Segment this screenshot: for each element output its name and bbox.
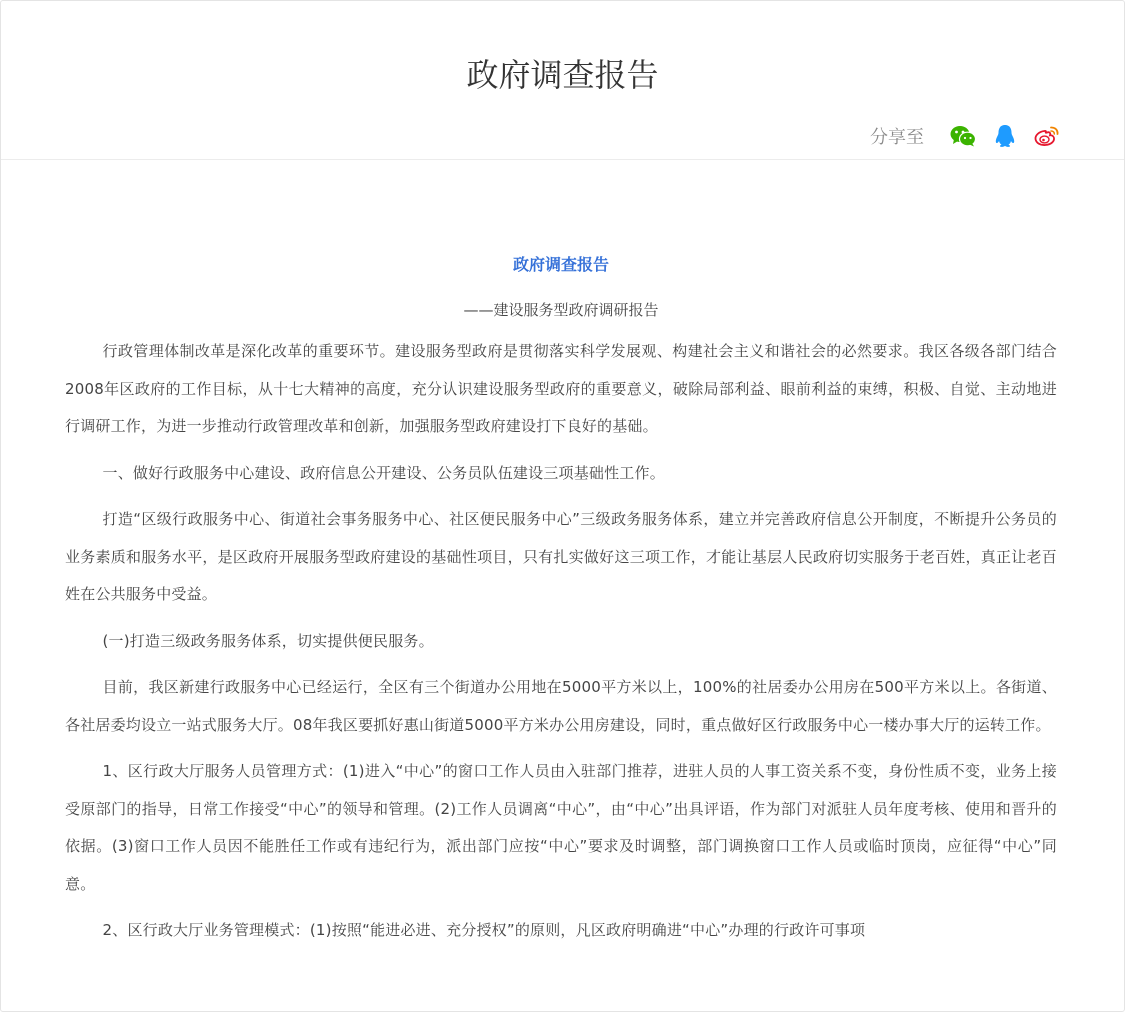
share-qq-button[interactable] [990,121,1020,151]
paragraph: 2、区行政大厅业务管理模式：(1)按照“能进必进、充分授权”的原则，凡区政府明确进“中心”办理的行政许可事项 [102,921,866,939]
share-weibo-button[interactable] [1032,121,1062,151]
article-title: 政府调查报告 [512,255,609,274]
paragraph: (一)打造三级政务服务体系，切实提供便民服务。 [102,631,434,650]
share-label: 分享至 [870,127,924,148]
share-bar [870,121,1062,151]
qq-icon [994,124,1016,148]
page-title: 政府调查报告 [466,56,659,94]
paragraph: 行政管理体制改革是深化改革的重要环节。建设服务型政府是贯彻落实科学发展观、构建社会主义和谐社会的必然要求。我区各级各部门结合2008年区政府的工作目标，从十七大精神的高度，充分认识建设服务型政府的重要意义，破除局部利益、眼前利益的束缚，积极、自觉、主动地进行调研工作，为进一步推动行政管理改革和创新，加强服务型政府建设打下良好的基础。 [65,342,1057,435]
article-content [65,251,1057,959]
paragraph: 打造“区级行政服务中心、街道社会事务服务中心、社区便民服务中心”三级政务服务体系，建立并完善政府信息公开制度，不断提升公务员的业务素质和服务水平，是区政府开展服务型政府建设的基础性项目，只有扎实做好这三项工作，才能让基层人民政府切实服务于老百姓，真正让老百姓在公共服务中受益。 [65,510,1057,603]
article-subtitle: ——建设服务型政府调研报告 [463,301,659,319]
paragraph: 1、区行政大厅服务人员管理方式：(1)进入“中心”的窗口工作人员由入驻部门推荐，进驻人员的人事工资关系不变，身份性质不变，业务上接受原部门的指导，日常工作接受“中心”的领导和管理。(2)工作人员调离“中心”，由“中心”出具评语，作为部门对派驻人员年度考核、使用和晋升的依据。(3)窗口工作人员因不能胜任工作或有违纪行为，派出部门应按“中心”要求及时调整，部门调换窗口工作人员或临时顶岗，应征得“中心”同意。 [65,762,1057,893]
article-header [1,1,1124,160]
paragraph: 一、做好行政服务中心建设、政府信息公开建设、公务员队伍建设三项基础性工作。 [102,463,665,482]
share-wechat-button[interactable] [948,121,978,151]
wechat-icon [950,125,976,147]
paragraph: 目前，我区新建行政服务中心已经运行，全区有三个街道办公用地在5000平方米以上，100%的社居委办公用房在500平方米以上。各街道、各社居委均设立一站式服务大厅。08年我区要抓好惠山街道5000平方米办公用房建设，同时，重点做好区行政服务中心一楼办事大厅的运转工作。 [65,678,1057,734]
weibo-icon [1034,125,1060,147]
